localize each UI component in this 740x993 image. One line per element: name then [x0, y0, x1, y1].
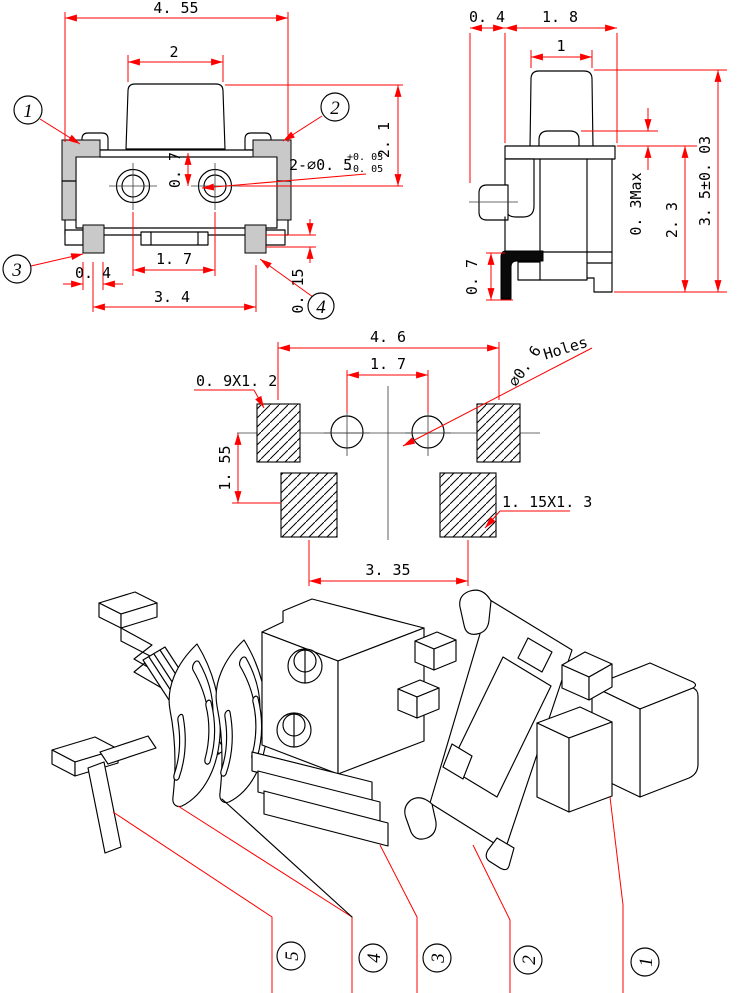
- side-view: [463, 8, 727, 300]
- mount-hole-left: [324, 410, 370, 456]
- pad-upper-left: [257, 404, 300, 462]
- hole-tol-plus: +0. 03: [347, 152, 384, 163]
- front-view: [3, 0, 403, 319]
- cap-stem-right: [569, 722, 612, 812]
- callout-3-number: 3: [428, 953, 449, 963]
- cover-plate-side: [505, 146, 615, 159]
- dim-pin-offset: 0. 4: [468, 8, 506, 26]
- leader-part4: [178, 806, 352, 993]
- callout-1-exploded: [631, 948, 659, 976]
- dim-hole-pitch: 1. 7: [155, 250, 193, 268]
- callout-2: [283, 93, 349, 141]
- dim-foot-height: 0. 7: [463, 258, 481, 296]
- dim-lead-width: 0. 4: [74, 264, 112, 282]
- housing-post-lower: [277, 713, 311, 747]
- callout-4-number: 4: [316, 297, 326, 318]
- callout-2-number: 2: [330, 98, 340, 119]
- callout-1-number: 1: [23, 101, 33, 122]
- foot-arm: [100, 736, 156, 764]
- terminal-bottom-left: [83, 225, 104, 253]
- dim-overall-width: 4. 55: [153, 0, 199, 17]
- side-pin: [479, 185, 508, 220]
- dim-stem-width: 1: [556, 37, 566, 55]
- housing-post-upper: [288, 649, 322, 683]
- callout-4-number: 4: [364, 953, 385, 963]
- solder-terminal: [501, 251, 543, 299]
- footprint-dimensions: [194, 328, 592, 586]
- dim-total-height: 2. 1: [375, 121, 393, 159]
- callout-3-exploded: [423, 944, 451, 972]
- callout-1-number: 1: [636, 957, 657, 967]
- pad-upper-right: [477, 404, 520, 462]
- stem-bump: [539, 131, 579, 147]
- leader-part1: [610, 797, 623, 993]
- corner-step-left: [65, 230, 83, 245]
- dim-lead-span: 3. 4: [153, 288, 191, 306]
- hole-word-label: Holes: [541, 333, 590, 364]
- side-hook: [505, 159, 534, 217]
- cap-stem-front: [537, 723, 569, 812]
- pad-lower-left: [281, 473, 337, 537]
- dim-button-width: 2: [169, 43, 179, 61]
- footprint-view: [194, 328, 592, 586]
- callout-3: [3, 254, 83, 283]
- dim-height-body: 2. 3: [663, 201, 681, 239]
- dim-hole-to-top: 0. 7: [166, 151, 184, 189]
- dim-body-depth: 1. 8: [541, 8, 579, 26]
- callout-3-number: 3: [12, 260, 22, 281]
- callout-1: [14, 96, 80, 144]
- callout-4-exploded: [359, 944, 387, 972]
- exploded-view: [52, 590, 698, 993]
- frame-hook-bottom: [405, 798, 436, 839]
- terminal-bottom-right: [245, 225, 266, 253]
- corner-step-right: [266, 230, 285, 245]
- upper-pad-size-label: 0. 9X1. 2: [196, 372, 278, 390]
- leader-part5: [113, 812, 272, 993]
- dim-pad-outer-span: 4. 6: [369, 328, 407, 346]
- hole-dia-label: ∅0. 6: [504, 342, 545, 390]
- button-front: [126, 84, 225, 149]
- lower-pad-size-label: 1. 15X1. 3: [502, 493, 593, 511]
- pad-lower-right: [440, 473, 496, 537]
- hole-tol-minus: -0. 05: [347, 164, 384, 175]
- foot-leg: [88, 762, 121, 853]
- dim-lower-pad-span: 3. 35: [365, 561, 411, 579]
- callout-2-exploded: [514, 946, 542, 974]
- leader-part3: [380, 845, 417, 993]
- dim-standoff: 0. 15: [289, 268, 307, 314]
- hole-spec-label: 2-∅0. 5: [289, 156, 353, 174]
- dim-hole-pitch: 1. 7: [369, 355, 407, 373]
- callout-5-exploded: [277, 942, 305, 970]
- dim-height-total: 3. 5±0. 03: [696, 135, 714, 227]
- dim-travel-max: 0. 3Max: [627, 172, 645, 236]
- part-spring-contacts: [169, 640, 267, 807]
- dim-row-offset: 1. 55: [216, 445, 234, 491]
- callout-5-number: 5: [282, 951, 303, 961]
- frame-foot-tab: [486, 838, 514, 870]
- frame-hook-top: [460, 590, 491, 634]
- callout-2-number: 2: [519, 955, 540, 965]
